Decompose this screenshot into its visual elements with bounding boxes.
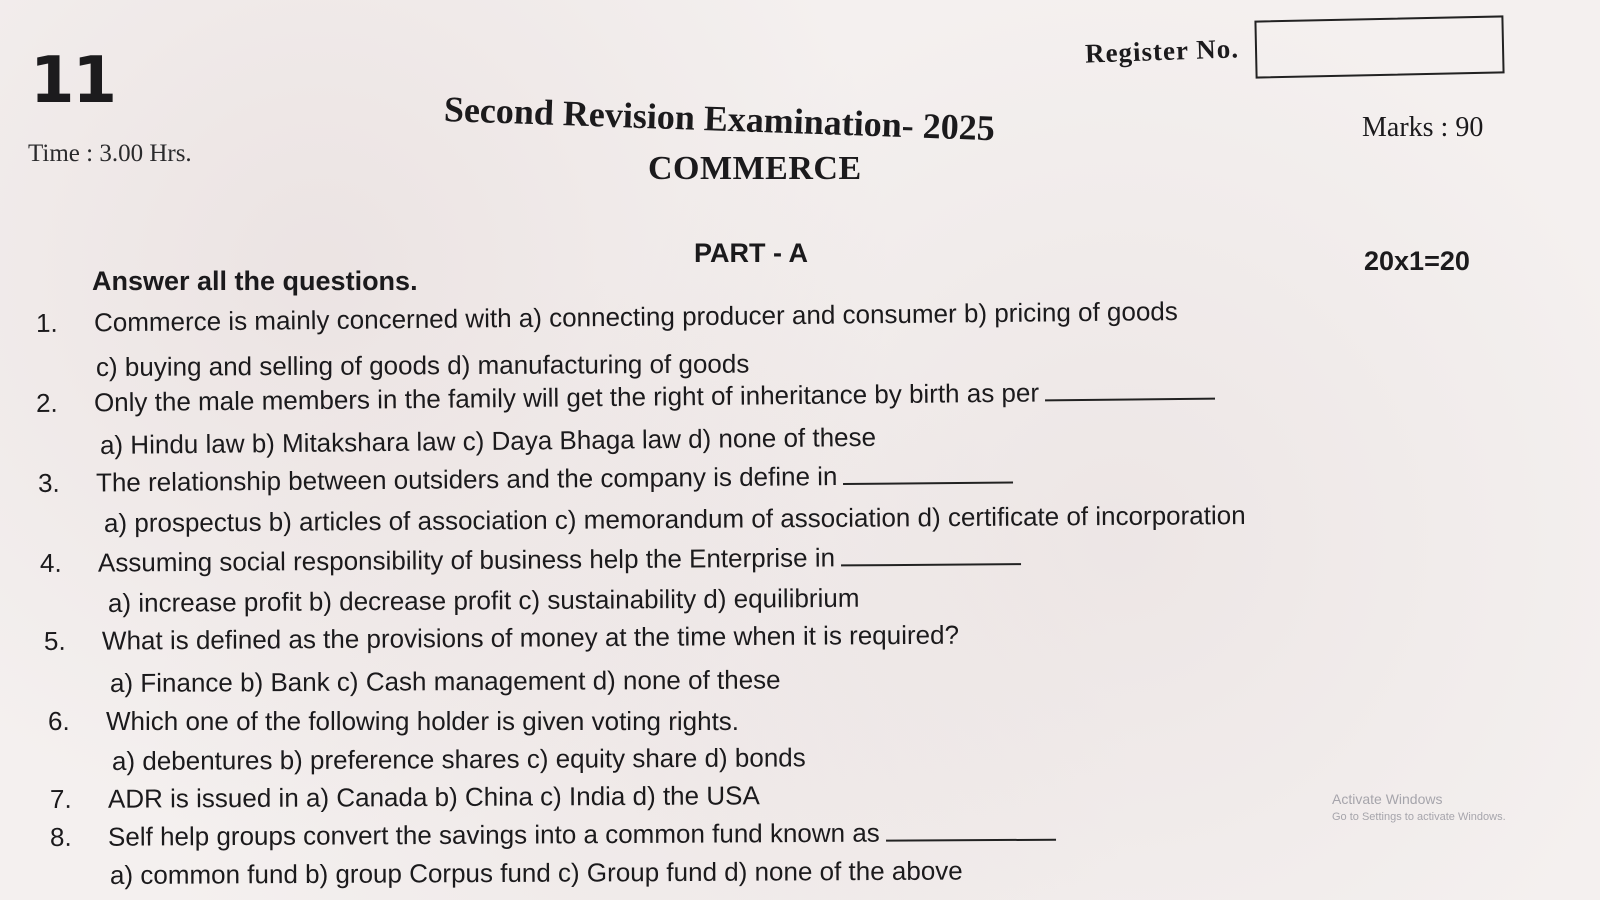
question-6	[48, 706, 739, 737]
question-number: 7.	[49, 783, 72, 814]
question-5	[44, 620, 959, 657]
question-text: What is defined as the provisions of money at the time when it is required?	[101, 619, 960, 656]
question-3-options: a) prospectus b) articles of association c) memorandum of association d) certificate of incorporation	[103, 500, 1246, 538]
question-number: 4.	[39, 547, 62, 578]
question-1	[36, 296, 1178, 339]
instruction: Answer all the questions.	[92, 266, 418, 296]
subject-title: COMMERCE	[648, 150, 862, 187]
answer-blank	[1045, 398, 1215, 402]
watermark-title: Activate Windows	[1332, 791, 1443, 807]
question-2-options: a) Hindu law b) Mitakshara law c) Daya Bhaga law d) none of these	[99, 421, 877, 460]
question-7	[50, 780, 760, 815]
question-5-options: a) Finance b) Bank c) Cash management d) none of these	[109, 664, 781, 698]
register-number-box	[1254, 15, 1504, 78]
question-4	[40, 541, 1021, 579]
question-number: 2.	[35, 387, 58, 418]
question-text: The relationship between outsiders and the company is define in	[95, 461, 838, 498]
register-number-label: Register No.	[1084, 33, 1240, 69]
question-text: Assuming social responsibility of business help the Enterprise in	[97, 542, 836, 578]
question-number: 1.	[35, 307, 58, 338]
exam-title: Second Revision Examination- 2025	[443, 89, 996, 149]
question-3	[38, 459, 1014, 499]
answer-blank	[886, 839, 1056, 842]
answer-blank	[841, 563, 1021, 566]
question-8	[50, 817, 1056, 853]
question-number: 8.	[49, 821, 72, 852]
part-title: PART - A	[694, 238, 808, 268]
answer-blank	[843, 481, 1013, 484]
question-text: ADR is issued in a) Canada b) China c) India d) the USA	[107, 780, 760, 814]
question-text: Self help groups convert the savings into a common fund known as	[107, 817, 880, 852]
question-4-options: a) increase profit b) decrease profit c) sustainability d) equilibrium	[107, 582, 860, 618]
question-number: 3.	[37, 467, 60, 498]
activate-windows-watermark	[1332, 790, 1506, 826]
watermark-subtitle: Go to Settings to activate Windows.	[1332, 811, 1506, 823]
question-1-options: c) buying and selling of goods d) manufacturing of goods	[95, 348, 750, 382]
question-number: 6.	[48, 706, 70, 736]
question-text: Commerce is mainly concerned with a) connecting producer and consumer b) pricing of goods	[93, 296, 1178, 338]
question-6-options: a) debentures b) preference shares c) equity share d) bonds	[111, 742, 806, 776]
class-number: 11	[30, 44, 116, 118]
question-text: Only the male members in the family will get the right of inheritance by birth as per	[93, 377, 1040, 418]
total-marks: Marks : 90	[1362, 112, 1484, 143]
question-8-options: a) common fund b) group Corpus fund c) Group fund d) none of the above	[109, 855, 963, 890]
part-score: 20x1=20	[1364, 246, 1470, 276]
question-text: Which one of the following holder is given voting rights.	[106, 706, 740, 736]
time-allowed: Time : 3.00 Hrs.	[28, 140, 192, 167]
question-number: 5.	[43, 625, 66, 656]
